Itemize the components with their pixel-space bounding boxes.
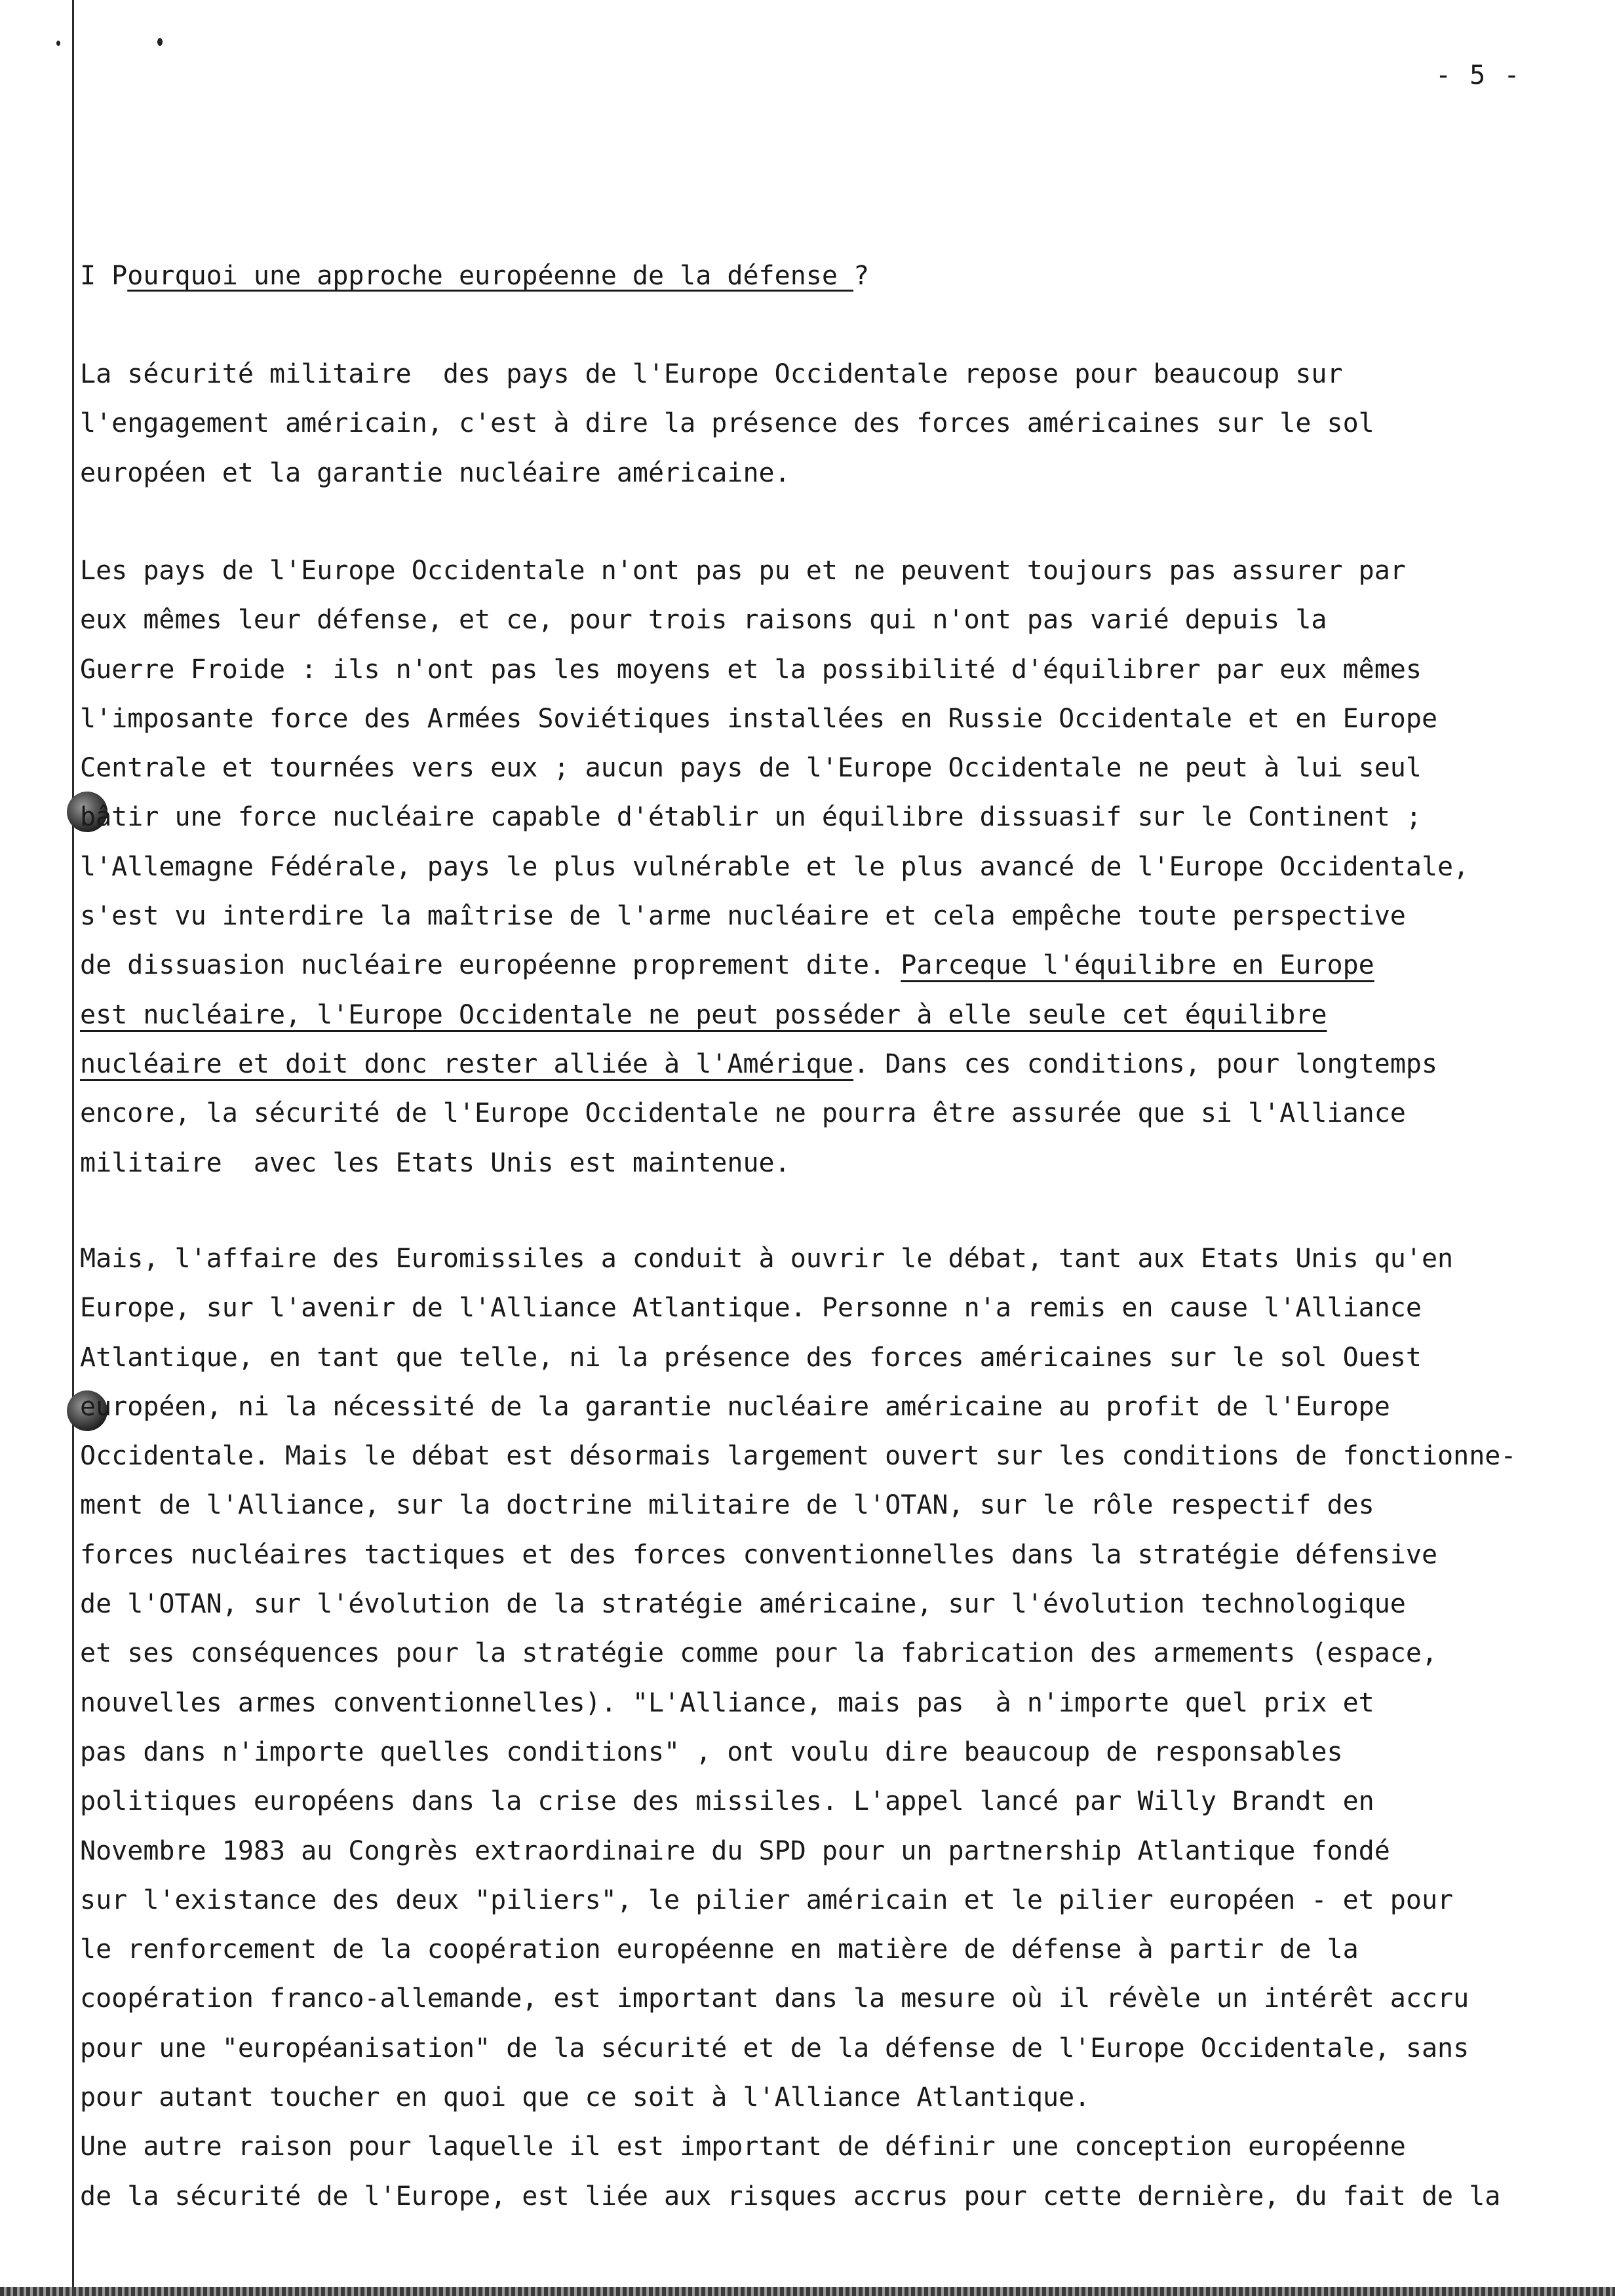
text-line: Occidentale. Mais le débat est désormais largement ouvert sur les conditions de fonctionne- (80, 1441, 1517, 1472)
text-line: européen et la garantie nucléaire américaine. (80, 457, 790, 488)
text-line: européen, ni la nécessité de la garantie nucléaire américaine au profit de l'Europe (80, 1391, 1390, 1422)
text-line: militaire avec les Etats Unis est maintenue. (80, 1147, 790, 1178)
left-margin-rule (72, 0, 74, 2296)
underlined-passage: nucléaire et doit donc rester alliée à l'Amérique (80, 1048, 854, 1079)
underlined-passage: est nucléaire, l'Europe Occidentale ne peut posséder à elle seule cet équilibre (80, 999, 1327, 1030)
text-line: de l'OTAN, sur l'évolution de la stratégie américaine, sur l'évolution technologique (80, 1589, 1406, 1620)
text-line: et ses conséquences pour la stratégie comme pour la fabrication des armements (espace, (80, 1638, 1438, 1669)
text-segment: . Dans ces conditions, pour longtemps (853, 1048, 1438, 1079)
text-line (80, 941, 1548, 990)
text-line: forces nucléaires tactiques et des forces conventionnelles dans la stratégie défensive (80, 1539, 1438, 1570)
text-line: sur l'existance des deux "piliers", le pilier américain et le pilier européen - et pour (80, 1885, 1454, 1915)
text-line: l'Allemagne Fédérale, pays le plus vulnérable et le plus avancé de l'Europe Occidentale, (80, 851, 1469, 882)
text-line (80, 1040, 1548, 1089)
text-line: Les pays de l'Europe Occidentale n'ont pas pu et ne peuvent toujours pas assurer par (80, 556, 1406, 586)
text-line: pour une "européanisation" de la sécurité et de la défense de l'Europe Occidentale, sans (80, 2033, 1469, 2063)
text-line: Guerre Froide : ils n'ont pas les moyens et la possibilité d'équilibrer par eux mêmes (80, 654, 1422, 685)
text-line: l'imposante force des Armées Soviétiques installées en Russie Occidentale et en Europe (80, 703, 1438, 734)
text-line: pour autant toucher en quoi que ce soit à l'Alliance Atlantique. (80, 2082, 1091, 2113)
paragraph-1 (80, 350, 1548, 498)
text-line (80, 991, 1548, 1040)
heading-underlined-text: ourquoi une approche européenne de la défense (127, 261, 854, 291)
text-line: Novembre 1983 au Congrès extraordinaire du SPD pour un partnership Atlantique fondé (80, 1835, 1390, 1866)
ink-speck (56, 41, 60, 46)
text-line: coopération franco-allemande, est important dans la mesure où il révèle un intérêt accru (80, 1983, 1469, 2014)
scan-bottom-edge (0, 2287, 1615, 2296)
text-line: Centrale et tournées vers eux ; aucun pays de l'Europe Occidentale ne peut à lui seul (80, 753, 1422, 784)
text-line: pas dans n'importe quelles conditions" , ont voulu dire beaucoup de responsables (80, 1736, 1343, 1767)
underlined-passage: Parceque l'équilibre en Europe (901, 950, 1374, 981)
ink-speck (157, 38, 163, 46)
section-heading (80, 261, 869, 291)
text-line: Atlantique, en tant que telle, ni la présence des forces américaines sur le sol Ouest (80, 1342, 1422, 1373)
text-line: bâtir une force nucléaire capable d'établir un équilibre dissuasif sur le Continent ; (80, 802, 1422, 833)
paragraph-2 (80, 546, 1548, 1188)
heading-suffix: ? (853, 261, 870, 291)
text-line: de la sécurité de l'Europe, est liée aux risques accrus pour cette dernière, du fait de la (80, 2181, 1501, 2211)
text-line: politiques européens dans la crise des missiles. L'appel lancé par Willy Brandt en (80, 1786, 1374, 1817)
text-line: Mais, l'affaire des Euromissiles a conduit à ouvrir le débat, tant aux Etats Unis qu'en (80, 1244, 1454, 1274)
text-line: nouvelles armes conventionnelles). "L'Alliance, mais pas à n'importe quel prix et (80, 1687, 1374, 1718)
text-line: encore, la sécurité de l'Europe Occidentale ne pourra être assurée que si l'Alliance (80, 1098, 1406, 1129)
text-line: Europe, sur l'avenir de l'Alliance Atlantique. Personne n'a remis en cause l'Alliance (80, 1293, 1422, 1324)
text-line: La sécurité militaire des pays de l'Europe Occidentale repose pour beaucoup sur (80, 359, 1343, 389)
text-line: le renforcement de la coopération européenne en matière de défense à partir de la (80, 1934, 1359, 1965)
text-line: Une autre raison pour laquelle il est important de définir une conception européenne (80, 2132, 1406, 2162)
text-line: eux mêmes leur défense, et ce, pour trois raisons qui n'ont pas varié depuis la (80, 605, 1327, 636)
text-line: ment de l'Alliance, sur la doctrine militaire de l'OTAN, sur le rôle respectif des (80, 1490, 1374, 1521)
paragraph-3 (80, 1234, 1548, 2221)
heading-prefix: I P (80, 261, 128, 291)
text-line: s'est vu interdire la maîtrise de l'arme nucléaire et cela empêche toute perspective (80, 901, 1406, 932)
page-number: - 5 - (1435, 60, 1521, 90)
text-segment: de dissuasion nucléaire européenne proprement dite. (80, 950, 901, 981)
text-line: l'engagement américain, c'est à dire la présence des forces américaines sur le sol (80, 408, 1374, 439)
